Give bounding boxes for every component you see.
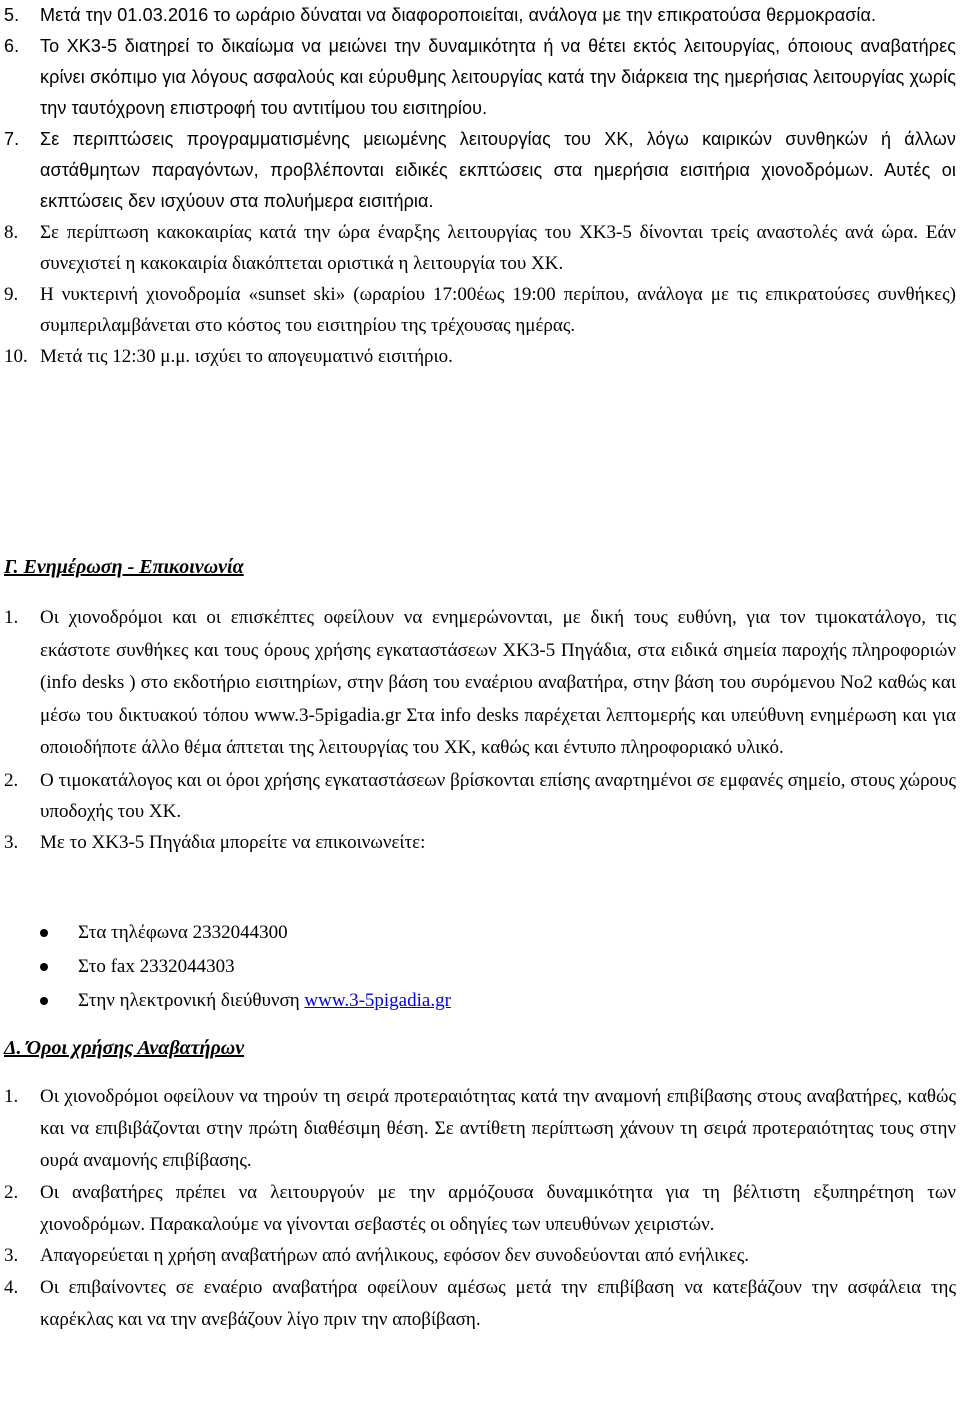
item-number: 6.	[4, 36, 20, 56]
item-number: 2.	[4, 1182, 19, 1203]
item-number: 1.	[4, 1086, 19, 1107]
item-text: Σε περιπτώσεις προγραμματισμένης μειωμένης λειτουργίας του ΧΚ, λόγω καιρικών συνθηκών ή άλλων αστάθμητων παραγόντων, προβλέπονται ειδικές εκπτώσεις στα ημερήσια εισιτήρια χιονοδρόμων. Αυτές οι εκπτώσεις δεν ισχύουν στα πολυήμερα εισιτήρια.	[40, 129, 956, 211]
item-text: Η νυκτερινή χιονοδρομία «sunset ski» (ωραρίου 17:00έως 19:00 περίπου, ανάλογα με τις επικρατούσες συνθήκες) συμπεριλαμβάνεται στο κόστος του εισιτηρίου της τρέχουσας ημέρας.	[40, 284, 956, 336]
item-text: Με το ΧΚ3-5 Πηγάδια μπορείτε να επικοινωνείτε:	[40, 831, 426, 853]
item-number: 3.	[4, 1245, 19, 1266]
item-text: Σε περίπτωση κακοκαιρίας κατά την ώρα έναρξης λειτουργίας του ΧΚ3-5 δίνονται τρείς αναστολές ανά ώρα. Εάν συνεχιστεί η κακοκαιρία διακόπτεται οριστικά η λειτουργία του ΧΚ.	[40, 222, 956, 274]
list-item	[0, 341, 956, 372]
list-item	[0, 0, 956, 31]
bullet-icon	[40, 963, 48, 971]
contact-phone-text: Στα τηλέφωνα 2332044300	[78, 922, 288, 943]
item-text: Μετά την 01.03.2016 το ωράριο δύναται να διαφοροποιείται, ανάλογα με την επικρατούσα θερμοκρασία.	[40, 5, 877, 25]
item-text: Οι επιβαίνοντες σε εναέριο αναβατήρα οφείλουν αμέσως μετά την επιβίβαση να κατεβάζουν την ασφάλεια της καρέκλας και να την ανεβάζουν λίγο πριν την αποβίβαση.	[40, 1277, 956, 1330]
item-number: 8.	[4, 222, 19, 243]
list-item	[0, 602, 956, 765]
list-item	[0, 1177, 956, 1240]
section-c-list	[0, 602, 958, 859]
contact-email-prefix: Στην ηλεκτρονική διεύθυνση	[78, 990, 305, 1011]
item-number: 7.	[4, 129, 20, 149]
list-item	[0, 217, 956, 279]
website-link[interactable]: www.3-5pigadia.gr	[304, 990, 451, 1011]
item-number: 3.	[4, 831, 19, 853]
item-text: Οι χιονοδρόμοι και οι επισκέπτες οφείλουν να ενημερώνονται, με δική τους ευθύνη, για τον τιμοκατάλογο, τις εκάστοτε συνθήκες και τους όρους χρήσης εγκαταστάσεων ΧΚ3-5 Πηγάδια, στα ειδικά σημεία παροχής πληροφοριών (info desks ) στο εκδοτήριο εισιτηρίων, στην βάση του εναέριου αναβατήρα, στην βάση του συρόμενου Νο2 καθώς και μέσω του δικτυακού τόπου www.3-5pigadia.gr Στα info desks παρέχεται λεπτομερής και υπεύθυνη ενημέρωση και για οποιοδήποτε άλλο θέμα άπτεται της λειτουργίας του ΧΚ, καθώς και έντυπο πληροφοριακό υλικό.	[40, 607, 956, 758]
section-d-heading: Δ. Όροι χρήσης Αναβατήρων	[4, 1037, 245, 1059]
contact-email	[0, 984, 958, 1018]
list-item	[0, 124, 956, 217]
bullet-icon	[40, 997, 48, 1005]
item-text: Οι αναβατήρες πρέπει να λειτουργούν με την αρμόζουσα δυναμικότητα για τη βέλτιστη εξυπηρέτηση των χιονοδρόμων. Παρακαλούμε να γίνονται σεβαστές οι οδηγίες των υπευθύνων χειριστών.	[40, 1182, 956, 1235]
item-number: 4.	[4, 1277, 19, 1298]
item-text: Απαγορεύεται η χρήση αναβατήρων από ανήλικους, εφόσον δεν συνοδεύονται από ενήλικες.	[40, 1245, 750, 1266]
item-text: Το ΧΚ3-5 διατηρεί το δικαίωμα να μειώνει την δυναμικότητα ή να θέτει εκτός λειτουργίας, όποιους αναβατήρες κρίνει σκόπιμο για λόγους ασφαλούς και εύρυθμης λειτουργίας κατά την διάρκεια της ημερήσιας λειτουργίας χωρίς την ταυτόχρονη επιστροφή του αντιτίμου του εισιτηρίου.	[40, 36, 956, 118]
list-item	[0, 765, 956, 827]
list-item	[0, 31, 956, 124]
section-d-list	[0, 1081, 958, 1335]
item-number: 5.	[4, 5, 20, 25]
item-text: Μετά τις 12:30 μ.μ. ισχύει το απογευματινό εισιτήριο.	[40, 346, 453, 367]
section-c-heading: Γ. Ενημέρωση - Επικοινωνία	[4, 556, 244, 578]
list-item	[0, 279, 956, 341]
contact-phone	[0, 916, 958, 950]
item-number: 2.	[4, 769, 19, 791]
bullet-icon	[40, 929, 48, 937]
list-item	[0, 1081, 956, 1177]
contact-list	[0, 916, 958, 1018]
list-item	[0, 1240, 956, 1272]
item-number: 1.	[4, 607, 19, 628]
list-item	[0, 827, 956, 859]
section-b-list	[0, 0, 958, 372]
item-text: Οι χιονοδρόμοι οφείλουν να τηρούν τη σειρά προτεραιότητας κατά την αναμονή επιβίβασης στους αναβατήρες, καθώς και να επιβιβάζονται στην πρώτη διαθέσιμη θέση. Σε αντίθετη περίπτωση χάνουν τη σειρά προτεραιότητας τους στην ουρά αναμονής επιβίβασης.	[40, 1086, 956, 1171]
contact-fax	[0, 950, 958, 984]
list-item	[0, 1272, 956, 1335]
contact-fax-text: Στο fax 2332044303	[78, 956, 235, 977]
item-number: 9.	[4, 284, 19, 305]
item-text: Ο τιμοκατάλογος και οι όροι χρήσης εγκαταστάσεων βρίσκονται επίσης αναρτημένοι σε εμφανές σημείο, στους χώρους υποδοχής του ΧΚ.	[40, 769, 956, 822]
item-number: 10.	[4, 346, 28, 367]
